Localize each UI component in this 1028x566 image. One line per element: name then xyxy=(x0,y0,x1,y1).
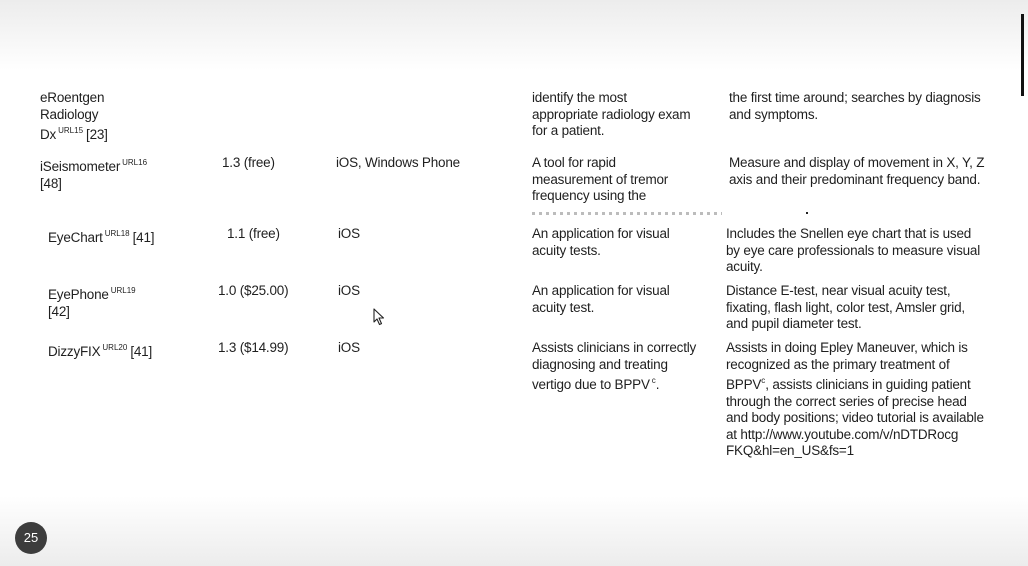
features-line: and symptoms. xyxy=(729,106,818,122)
app-name-cell xyxy=(40,90,108,144)
features-line: Includes the Snellen eye chart that is used xyxy=(726,226,972,241)
features-line: the first time around; searches by diagnosis xyxy=(729,90,981,105)
features-line: by eye care professionals to measure visual xyxy=(726,242,981,258)
description-cell xyxy=(532,155,668,205)
app-name: EyePhone xyxy=(48,287,109,302)
features-line: axis and their predominant frequency band. xyxy=(729,171,981,187)
url-superscript: URL19 xyxy=(110,286,136,295)
features-line: fixating, flash light, color test, Amsler grid, xyxy=(726,299,965,315)
platform-cell: iOS xyxy=(338,340,360,355)
features-line: FKQ&hl=en_US&fs=1 xyxy=(726,443,854,458)
app-name: EyeChart xyxy=(48,230,103,245)
description-line: measurement of tremor xyxy=(532,171,669,187)
features-fragment: BPPV xyxy=(726,377,762,392)
description-line: acuity test. xyxy=(532,299,595,315)
description-line: for a patient. xyxy=(532,123,605,138)
features-line: Assists in doing Epley Maneuver, which is xyxy=(726,340,968,355)
features-line: acuity. xyxy=(726,259,763,274)
features-fragment: , assists clinicians in guiding patient xyxy=(765,377,971,392)
mouse-pointer-icon xyxy=(373,308,385,326)
description-line: frequency using the xyxy=(532,188,647,203)
features-line: at http://www.youtube.com/v/nDTDRocg xyxy=(726,426,959,442)
description-cell xyxy=(532,226,670,259)
description-cell xyxy=(532,90,690,140)
app-name-line: Dx xyxy=(40,127,57,142)
platform-cell: iOS, Windows Phone xyxy=(336,155,460,170)
top-shade xyxy=(0,0,1028,70)
features-line: and body positions; video tutorial is available xyxy=(726,410,984,425)
citation-ref: [48] xyxy=(40,175,62,191)
description-line: vertigo due to BPPV xyxy=(532,377,650,392)
version-cell: 1.0 ($25.00) xyxy=(218,283,289,298)
url-superscript: URL16 xyxy=(122,158,148,167)
app-name-line: Radiology xyxy=(40,106,99,122)
url-superscript: URL15 xyxy=(58,126,84,135)
version-cell: 1.1 (free) xyxy=(227,226,280,241)
app-name: iSeismometer xyxy=(40,159,121,174)
version-cell: 1.3 (free) xyxy=(222,155,275,170)
citation-ref: [23] xyxy=(86,127,108,142)
platform-cell: iOS xyxy=(338,283,360,298)
clipped-text-line xyxy=(532,208,722,215)
citation-ref: [41] xyxy=(130,344,153,359)
url-superscript: URL18 xyxy=(104,229,130,238)
stray-dot xyxy=(806,212,808,214)
url-superscript: URL20 xyxy=(102,343,128,352)
features-cell xyxy=(726,226,980,276)
description-line: diagnosing and treating xyxy=(532,356,668,372)
description-line: A tool for rapid xyxy=(532,155,616,170)
description-line: appropriate radiology exam xyxy=(532,106,691,122)
version-cell: 1.3 ($14.99) xyxy=(218,340,289,355)
description-line: An application for visual xyxy=(532,226,670,241)
bottom-shade xyxy=(0,496,1028,566)
app-name-cell xyxy=(40,155,147,192)
features-line: Measure and display of movement in X, Y, Z xyxy=(729,155,985,170)
app-name-line: eRoentgen xyxy=(40,90,105,105)
description-cell xyxy=(532,340,696,394)
description-end: . xyxy=(655,377,660,392)
platform-cell: iOS xyxy=(338,226,360,241)
features-cell xyxy=(726,340,984,460)
features-line: and pupil diameter test. xyxy=(726,316,862,331)
description-line: identify the most xyxy=(532,90,627,105)
description-cell xyxy=(532,283,670,316)
app-name-cell xyxy=(48,283,136,320)
citation-ref: [41] xyxy=(132,230,155,245)
features-cell xyxy=(729,155,984,188)
window-edge xyxy=(1021,14,1024,96)
app-name-cell xyxy=(48,340,152,361)
footnote-mark: c xyxy=(761,376,766,385)
footnote-mark: c xyxy=(651,376,656,385)
features-line: through the correct series of precise head xyxy=(726,393,967,409)
app-name: DizzyFIX xyxy=(48,344,101,359)
description-line: Assists clinicians in correctly xyxy=(532,340,697,355)
features-cell xyxy=(729,90,981,123)
description-line: acuity tests. xyxy=(532,242,601,258)
features-cell xyxy=(726,283,965,333)
description-line: An application for visual xyxy=(532,283,670,298)
features-line: recognized as the primary treatment of xyxy=(726,356,950,372)
app-name-cell xyxy=(48,226,154,247)
page-number-badge[interactable]: 25 xyxy=(15,522,47,554)
citation-ref: [42] xyxy=(48,303,70,319)
features-line: Distance E-test, near visual acuity test, xyxy=(726,283,951,298)
